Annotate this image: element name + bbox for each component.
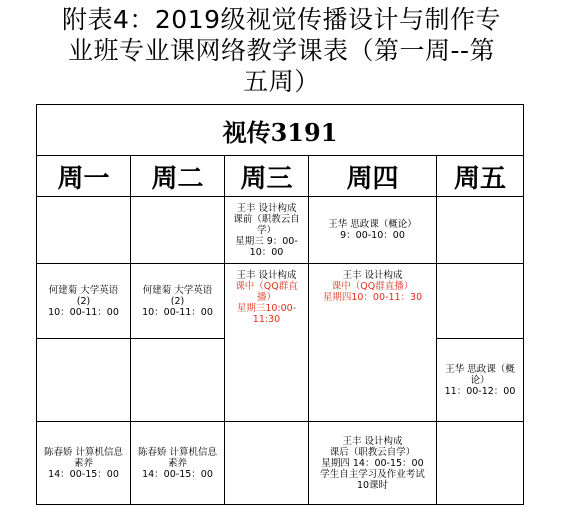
course-line: 星期四 14：00-15：00 [321,457,424,469]
cell-r2-wed [225,264,309,422]
class-name-header: 视传3191 [37,105,524,156]
title-line-2: 业班专业课网络教学课表（第一周--第 [67,36,496,65]
course-line: (2) [76,295,91,307]
course-line: 何建菊 大学英语 [48,284,119,296]
live-course-line: 星期三10:00- [236,303,297,314]
cell-r4-fri [437,422,524,505]
document-title [0,4,563,97]
course-line: 14：00-15：00 [142,468,213,480]
course-line: 王丰 设计构成 [342,270,403,281]
course-line: 何建菊 大学英语 [142,284,213,296]
schedule-table [36,104,524,505]
cell-r1-fri [437,197,524,264]
cell-r2-tue [131,264,225,339]
course-line: 课后（职教云自学） [329,446,416,458]
course-line: 王华 思政课（概 [445,363,515,375]
cell-r2-thu [309,264,437,422]
course-line: 10：00 [249,246,284,258]
cell-r4-tue [131,422,225,505]
course-line: 陈春娇 计算机信息 [43,446,124,458]
title-line-1: 附表4：2019级视觉传播设计与制作专 [61,5,502,34]
course-line: 学生自主学习及作业考试 [320,468,425,480]
course-line: (2) [170,295,185,307]
course-line: 10课时 [356,479,389,491]
course-line: 9：00-10：00 [340,230,405,241]
cell-r3-tue [131,339,225,422]
course-line: 王丰 设计构成 [236,270,297,281]
day-header-wed: 周三 [225,156,309,197]
course-line: 星期三 9：00- [235,235,298,247]
course-line: 论） [470,374,490,386]
cell-r1-tue [131,197,225,264]
cell-r3-mon [37,339,131,422]
course-line: 10：00-11：00 [142,306,213,318]
day-header-tue: 周二 [131,156,225,197]
cell-r2-fri [437,264,524,339]
course-line: 王丰 设计构成 [236,202,297,214]
live-course-line: 课中（QQ群直播） [331,281,414,292]
course-line: 14：00-15：00 [48,468,119,480]
cell-r1-wed [225,197,309,264]
cell-r4-mon [37,422,131,505]
live-course-line: 播） [256,292,276,303]
course-line: 11：00-12：00 [444,385,516,397]
cell-r1-mon [37,197,131,264]
title-line-3: 五周） [243,67,320,96]
course-line: 学） [256,224,276,236]
course-line: 素养 [167,457,187,469]
live-course-line: 星期四10：00-11：30 [322,292,423,303]
day-header-mon: 周一 [37,156,131,197]
cell-r4-wed [225,422,309,505]
course-line: 素养 [73,457,93,469]
live-course-line: 11:30 [252,314,281,325]
course-line: 课前（职教云自 [233,213,300,225]
course-line: 10：00-11：00 [48,306,119,318]
course-line: 王丰 设计构成 [342,435,403,447]
cell-r2-mon [37,264,131,339]
day-header-thu: 周四 [309,156,437,197]
cell-r3-fri [437,339,524,422]
live-course-line: 课中（QQ群直 [235,281,298,292]
course-line: 陈春娇 计算机信息 [137,446,218,458]
day-header-fri: 周五 [437,156,524,197]
course-line: 王华 思政课（概论） [328,219,417,230]
cell-r1-thu [309,197,437,264]
cell-r4-thu [309,422,437,505]
